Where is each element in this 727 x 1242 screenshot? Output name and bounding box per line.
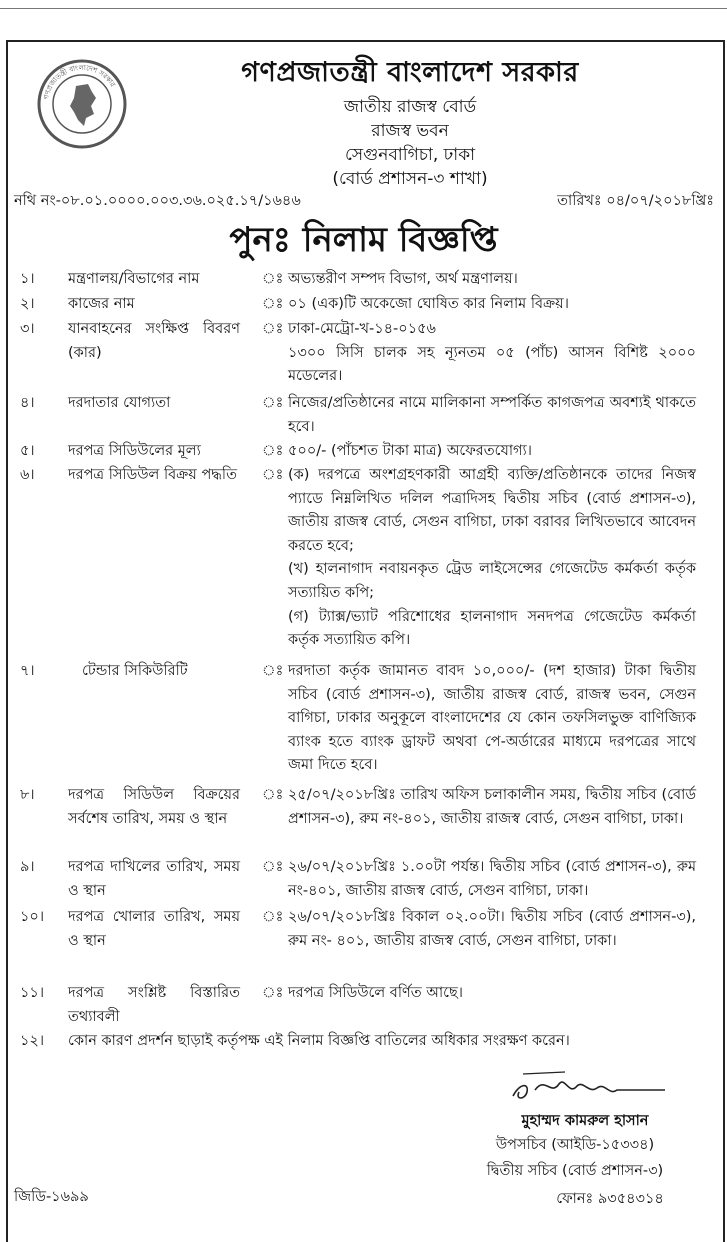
- item-label: দরপত্র সিডিউল বিক্রয় পদ্ধতি: [68, 467, 237, 483]
- footer-code: জিডি-১৬৯৯: [14, 1189, 89, 1205]
- signatory-designation: উপসচিব (আইডি-১৫৩৩৪): [495, 1137, 655, 1153]
- item-number: ৪।: [20, 395, 35, 411]
- office-building: রাজস্ব ভবন: [371, 121, 449, 141]
- item-number: ১।: [20, 271, 35, 287]
- item-value-line: অভ্যন্তরীণ সম্পদ বিভাগ, অর্থ মন্ত্রণালয়।: [288, 271, 518, 287]
- item-value: [288, 784, 696, 831]
- item-value-line: ২৫/০৭/২০১৮খ্রিঃ তারিখ অফিস চলাকালীন সময়, দ্বিতীয় সচিব (বোর্ড প্রশাসন-৩), রুম নং-৪০১, জাতীয় রাজস্ব বোর্ড, সেগুন বাগিচা, ঢাকা।: [288, 787, 696, 827]
- office-name: জাতীয় রাজস্ব বোর্ড: [343, 97, 477, 117]
- item-value: [288, 293, 696, 317]
- item-number: ১০।: [20, 909, 45, 925]
- item-label: দরপত্র সিডিউল বিক্রয়ের সর্বশেষ তারিখ, সময় ও স্থান: [68, 787, 240, 827]
- item-number: ৫।: [20, 443, 35, 459]
- signature: [505, 1066, 675, 1110]
- item-colon: ঃ: [262, 787, 284, 803]
- item-value-line: ০১ (এক)টি অকেজো ঘোষিত কার নিলাম বিক্রয়।: [288, 296, 569, 312]
- item-colon: ঃ: [262, 296, 284, 312]
- item-value: [288, 856, 696, 903]
- item-label: কাজের নাম: [68, 296, 135, 312]
- signatory-office: দ্বিতীয় সচিব (বোর্ড প্রশাসন-৩): [486, 1163, 664, 1179]
- item-label: টেন্ডার সিকিউরিটি: [82, 663, 188, 679]
- item-number: ১১।: [20, 985, 45, 1001]
- item-label: দরপত্র সিডিউলের মূল্য: [68, 443, 201, 459]
- item-value: [288, 440, 696, 464]
- item-value-line: (খ) হালনাগাদ নবায়নকৃত ট্রেড লাইসেন্সের গেজেটেড কর্মকর্তা কর্তৃক সত্যায়িত কপি;: [288, 561, 696, 601]
- top-strip: [0, 0, 727, 9]
- office-location: সেগুনবাগিচা, ঢাকা: [344, 145, 476, 165]
- government-title: গণপ্রজাতন্ত্রী বাংলাদেশ সরকার: [241, 57, 579, 88]
- item-number: ৯।: [20, 859, 35, 875]
- item-number: ৩।: [20, 321, 35, 337]
- item-colon: ঃ: [262, 271, 284, 287]
- item-value: [288, 464, 696, 653]
- item-value-line: (ক) দরপত্রে অংশগ্রহণকারী আগ্রহী ব্যক্তি/প্রতিষ্ঠানকে তাদের নিজস্ব প্যাডে নিম্নলিখিত দলিল পত্রাদিসহ দ্বিতীয় সচিব (বোর্ড প্রশাসন-৩), জাতীয় রাজস্ব বোর্ড, সেগুন বাগিচা, ঢাকা বরাবর লিখিতভাবে আবেদন করতে হবে;: [288, 467, 696, 554]
- item-colon: ঃ: [262, 663, 284, 679]
- svg-text:গণপ্রজাতন্ত্রী বাংলাদেশ সরকার: গণপ্রজাতন্ত্রী বাংলাদেশ সরকার: [42, 63, 117, 101]
- item-colon: ঃ: [262, 859, 284, 875]
- office-section: (বোর্ড প্রশাসন-৩ শাখা): [332, 169, 488, 189]
- issue-date: তারিখঃ ০৪/০৭/২০১৮খ্রিঃ: [557, 193, 714, 209]
- item-colon: ঃ: [262, 467, 284, 483]
- item-value: [288, 660, 696, 778]
- item-colon: ঃ: [262, 909, 284, 925]
- item-value-line: ২৬/০৭/২০১৮খ্রিঃ বিকাল ০২.০০টা। দ্বিতীয় সচিব (বোর্ড প্রশাসন-৩), রুম নং- ৪০১, জাতীয় রাজস্ব বোর্ড, সেগুন বাগিচা, ঢাকা।: [288, 909, 696, 949]
- item-value: [288, 982, 696, 1006]
- signatory-phone: ফোনঃ ৯৩৫৪৩১৪: [556, 1191, 664, 1207]
- item-value-line: ২৬/০৭/২০১৮খ্রিঃ ১.০০টা পর্যন্ত। দ্বিতীয় সচিব (বোর্ড প্রশাসন-৩), রুম নং-৪০১, জাতীয় রাজস্ব বোর্ড, সেগুন বাগিচা, ঢাকা।: [288, 859, 696, 899]
- item-value: [288, 268, 696, 292]
- item-number: ৮।: [20, 787, 35, 803]
- item-value-line: ৫০০/- (পাঁচশত টাকা মাত্র) অফেরতযোগ্য।: [288, 443, 532, 459]
- item-colon: ঃ: [262, 321, 284, 337]
- item-value-line: নিজের/প্রতিষ্ঠানের নামে মালিকানা সম্পর্কিত কাগজপত্র অবশ্যই থাকতে হবে।: [288, 395, 696, 435]
- notice-headline: পুনঃ নিলাম বিজ্ঞপ্তি: [229, 220, 498, 260]
- item-value-line: ঢাকা-মেট্রো-খ-১৪-০১৫৬: [288, 321, 436, 337]
- item-value: [288, 318, 696, 389]
- item-value-line: দরপত্র সিডিউলে বর্ণিত আছে।: [288, 985, 463, 1001]
- item-value-line: ১৩০০ সিসি চালক সহ ন্যূনতম ০৫ (পাঁচ) আসন বিশিষ্ট ২০০০ মডেলের।: [288, 344, 696, 385]
- signatory-name: মুহাম্মদ কামরুল হাসান: [521, 1113, 649, 1129]
- item-label: দরপত্র সংশ্লিষ্ট বিস্তারিত তথ্যাবলী: [68, 985, 240, 1025]
- item-value-line: (গ) ট্যাক্স/ভ্যাট পরিশোধের হালনাগাদ সনদপত্র গেজেটেড কর্মকর্তা কর্তৃক সত্যায়িত কপি।: [288, 608, 696, 649]
- item-colon: ঃ: [262, 443, 284, 459]
- item-value: [288, 392, 696, 439]
- government-seal: [36, 58, 128, 150]
- item-number: ১২।: [20, 1033, 45, 1049]
- item-label: মন্ত্রণালয়/বিভাগের নাম: [68, 271, 200, 287]
- item-number: ৭।: [20, 663, 35, 679]
- item-colon: ঃ: [262, 985, 284, 1001]
- item-number: ২।: [20, 296, 35, 312]
- item-value: [288, 906, 696, 953]
- item-value-line: দরদাতা কর্তৃক জামানত বাবদ ১০,০০০/- (দশ হাজার) টাকা দ্বিতীয় সচিব (বোর্ড প্রশাসন-৩), জাতীয় রাজস্ব বোর্ড, রাজস্ব ভবন, সেগুন বাগিচা, ঢাকার অনুকূলে বাংলাদেশের যে কোন তফসিলভুক্ত বাণিজ্যিক ব্যাংক হতে ব্যাংক ড্রাফট অথবা পে-অর্ডারের মাধ্যমে দরপত্রের সাথে জমা দিতে হবে।: [288, 663, 696, 774]
- item-colon: ঃ: [262, 395, 284, 411]
- item-label: যানবাহনের সংক্ষিপ্ত বিবরণ (কার): [68, 321, 240, 361]
- item-label: দরদাতার যোগ্যতা: [68, 395, 171, 411]
- reference-line: [14, 190, 714, 214]
- item-label: দরপত্র খোলার তারিখ, সময় ও স্থান: [68, 909, 240, 949]
- item-label: কোন কারণ প্রদর্শন ছাড়াই কর্তৃপক্ষ এই নিলাম বিজ্ঞপ্তি বাতিলের অধিকার সংরক্ষণ করেন।: [68, 1033, 570, 1049]
- item-number: ৬।: [20, 467, 35, 483]
- reference-number: নথি নং-০৮.০১.০০০০.০০৩.৩৬.০২৫.১৭/১৬৪৬: [14, 193, 301, 209]
- item-label: দরপত্র দাখিলের তারিখ, সময় ও স্থান: [68, 859, 240, 899]
